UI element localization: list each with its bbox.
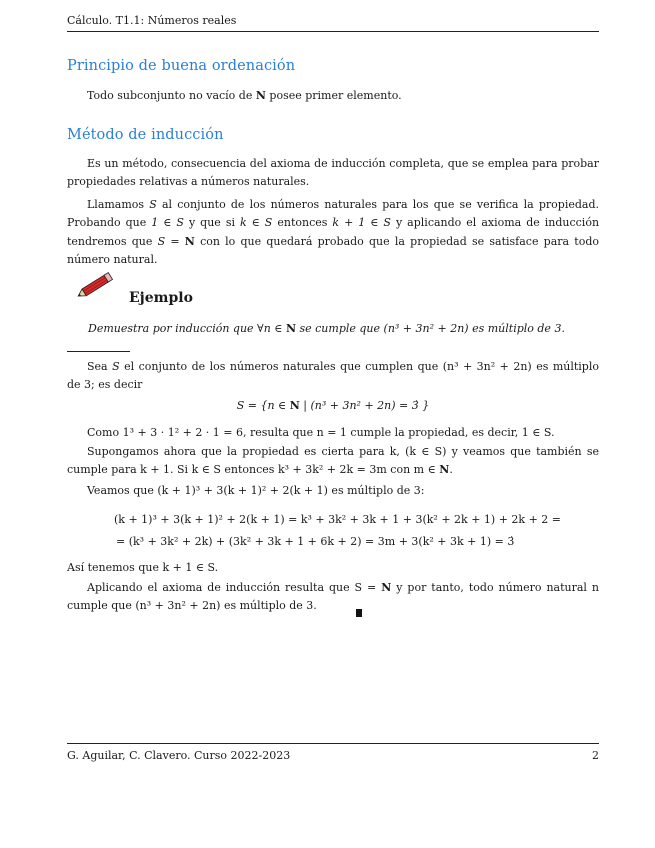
p2-text-b: al conjunto de los números naturales para los que se verifica la propiedad. Probando que bbox=[67, 198, 599, 230]
sol6-naturals: N bbox=[381, 581, 392, 594]
buena-ordenacion-statement bbox=[67, 87, 599, 105]
exercise-text-a: Demuestra por inducción que ∀ bbox=[88, 322, 264, 335]
pencil-icon bbox=[74, 268, 118, 302]
sol3-text-a: Supongamos ahora que la propiedad es cierta para k, (k ∈ S) y veamos que también se cumple para k + 1. Si k ∈ S entonces k³ + 3k² + 2k = 3m con m ∈ bbox=[67, 445, 599, 477]
induccion-paragraph-1: Es un método, consecuencia del axioma de inducción completa, que se emplea para probar propiedades relativas a números naturales. bbox=[67, 157, 599, 189]
sol3-text-b: . bbox=[449, 463, 453, 477]
p2-text-f: con lo que quedará probado que la propiedad se satisface para todo número natural. bbox=[67, 234, 599, 267]
p2-text-c: y que si bbox=[183, 216, 240, 230]
sol3-naturals: N bbox=[439, 463, 450, 477]
equation-line-2: = (k³ + 3k² + 2k) + (3k² + 3k + 1 + 6k + 2) = 3m + 3(k² + 3k + 1) = 3̇ bbox=[116, 535, 515, 548]
statement-post: posee primer elemento. bbox=[265, 89, 402, 102]
footer-divider bbox=[67, 743, 599, 744]
sol6-text-a: Aplicando el axioma de inducción resulta que S = bbox=[87, 581, 382, 594]
section-title-induccion: Método de inducción bbox=[67, 127, 224, 143]
qed-square-icon bbox=[356, 609, 362, 617]
set-def-b: | (n³ + 3n² + 2n) = 3̇ } bbox=[299, 399, 430, 412]
page-number: 2 bbox=[592, 749, 599, 762]
solution-line-6 bbox=[67, 579, 599, 616]
p2-eq: = bbox=[165, 234, 185, 248]
p2-math-S: S bbox=[149, 198, 157, 211]
exercise-divider bbox=[67, 351, 130, 352]
p2-math-k1-in-S: k + 1 ∈ S bbox=[332, 216, 391, 230]
solution-line-2: Como 1³ + 3 · 1² + 2 · 1 = 6, resulta que n = 1 cumple la propiedad, es decir, 1 ∈ S. bbox=[87, 426, 555, 439]
exercise-text-b: se cumple que (n³ + 3n² + 2n) es múltiplo de 3. bbox=[296, 322, 565, 335]
p2-naturals: N bbox=[184, 234, 195, 248]
exercise-statement bbox=[88, 320, 599, 338]
sol1-math-S: S bbox=[112, 360, 120, 373]
set-def-naturals: N bbox=[289, 399, 300, 412]
ejemplo-title: Ejemplo bbox=[129, 290, 193, 306]
p2-text-d: entonces bbox=[272, 216, 333, 230]
exercise-var-n: n bbox=[263, 322, 271, 335]
exercise-naturals: N bbox=[285, 322, 296, 335]
equation-line-1: (k + 1)³ + 3(k + 1)² + 2(k + 1) = k³ + 3k² + 3k + 1 + 3(k² + 2k + 1) + 2k + 2 = bbox=[114, 513, 562, 526]
set-definition bbox=[67, 397, 599, 415]
p2-text-e: y aplicando el axioma de inducción tendremos que bbox=[67, 216, 600, 248]
induccion-paragraph-2 bbox=[67, 196, 599, 270]
sol6-text-b: y por tanto, todo número natural n cumple que (n³ + 3n² + 2n) es múltiplo de 3. bbox=[67, 581, 599, 613]
p2-math-S2: S bbox=[157, 234, 166, 248]
p2-text-a: Llamamos bbox=[87, 198, 150, 211]
solution-line-3 bbox=[67, 443, 599, 480]
running-header: Cálculo. T1.1: Números reales bbox=[67, 14, 599, 32]
set-def-a: S = {n ∈ bbox=[236, 399, 290, 412]
solution-line-5: Así tenemos que k + 1 ∈ S. bbox=[67, 561, 219, 574]
footer-authors: G. Aguilar, C. Clavero. Curso 2022-2023 bbox=[67, 749, 291, 762]
solution-line-4: Veamos que (k + 1)³ + 3(k + 1)² + 2(k + 1) es múltiplo de 3: bbox=[87, 484, 425, 497]
solution-line-1 bbox=[67, 358, 599, 395]
p2-math-k-in-S: k ∈ S bbox=[240, 216, 273, 230]
p2-math-1-in-S: 1 ∈ S bbox=[151, 216, 184, 230]
naturals-symbol: N bbox=[255, 89, 266, 102]
section-title-buena-ordenacion: Principio de buena ordenación bbox=[67, 58, 296, 74]
exercise-in: ∈ bbox=[270, 322, 286, 335]
sol1-text-b: el conjunto de los números naturales que cumplen que (n³ + 3n² + 2n) es múltiplo de 3; es decir bbox=[67, 360, 599, 392]
sol1-text-a: Sea bbox=[87, 360, 113, 373]
statement-pre: Todo subconjunto no vacío de bbox=[87, 89, 256, 102]
